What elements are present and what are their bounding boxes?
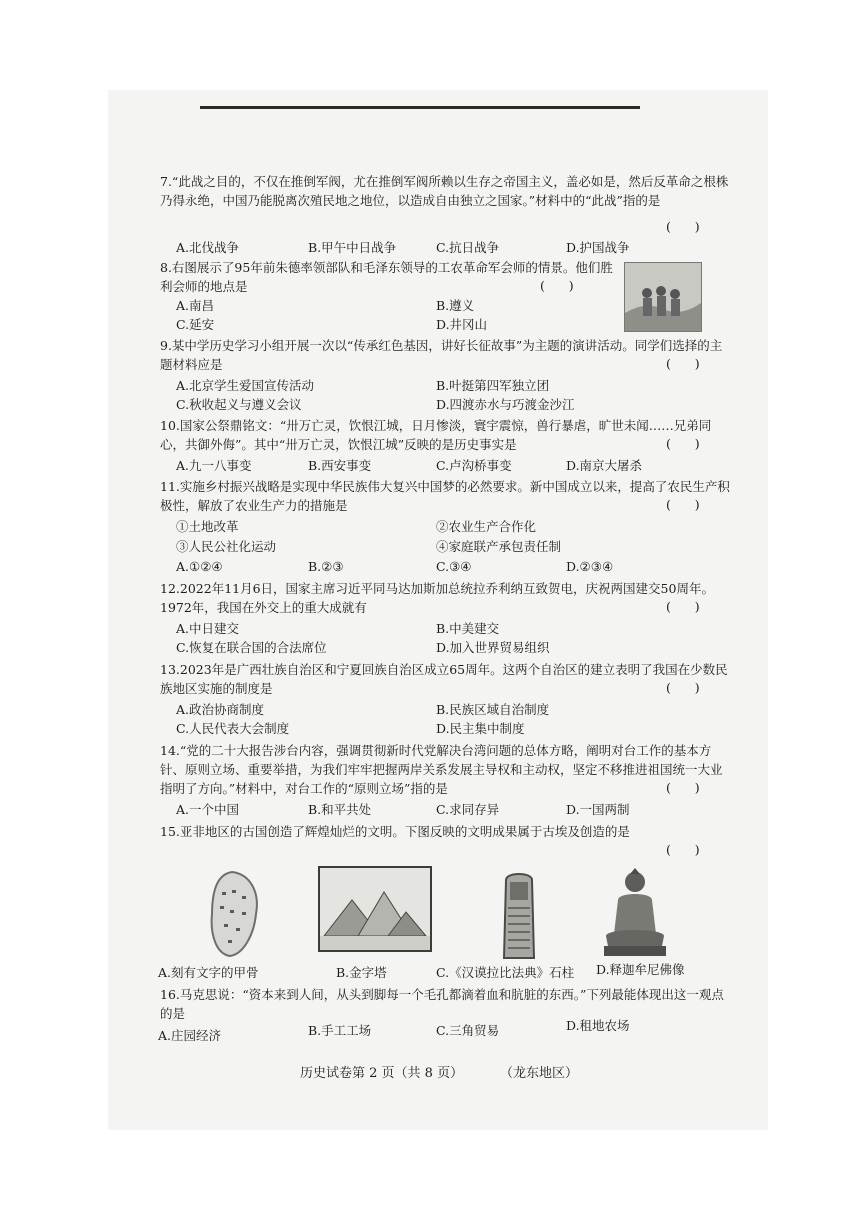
question-11-option-b: B.②③ <box>308 559 344 574</box>
question-7-option-b: B.甲午中日战争 <box>308 240 397 255</box>
hammurabi-stele-image <box>498 870 540 962</box>
question-12-answer-paren: ( ) <box>666 599 700 614</box>
page-number: 历史试卷第 2 页（共 8 页） <box>300 1066 464 1081</box>
question-10-option-a: A.九一八事变 <box>176 458 252 473</box>
top-rule <box>200 106 640 109</box>
question-14-stem: 14.“党的二十大报告涉台内容，强调贯彻新时代党解决台湾问题的总体方略，阐明对台工作的基本方针、原则立场、重要举措，为我们牢牢把握两岸关系发展主导权和主动权，坚定不移推进祖国统一大业指明了方向。”材料中，对台工作的“原则立场”指的是 <box>160 743 723 796</box>
question-8-option-a: A.南昌 <box>176 298 215 313</box>
question-7-answer-paren: ( ) <box>666 219 700 234</box>
question-14-option-a: A.一个中国 <box>176 802 240 817</box>
question-15-option-d: D.释迦牟尼佛像 <box>596 962 685 977</box>
question-15-option-c: C.《汉谟拉比法典》石柱 <box>436 965 575 980</box>
question-8-option-d: D.井冈山 <box>436 317 488 332</box>
region-label: （龙东地区） <box>500 1066 579 1081</box>
question-8-option-b: B.遵义 <box>436 298 475 313</box>
question-11-item-1: ①土地改革 <box>176 519 239 534</box>
question-14-option-c: C.求同存异 <box>436 802 500 817</box>
question-14-answer-paren: ( ) <box>666 780 700 795</box>
question-7-option-c: C.抗日战争 <box>436 240 500 255</box>
question-15-option-b: B.金字塔 <box>336 965 387 980</box>
question-9-option-b: B.叶挺第四军独立团 <box>436 378 550 393</box>
question-11-option-d: D.②③④ <box>566 559 614 574</box>
question-14-option-d: D.一国两制 <box>566 802 630 817</box>
question-12-option-d: D.加入世界贸易组织 <box>436 640 550 655</box>
question-11-option-a: A.①②④ <box>176 559 223 574</box>
question-13-option-c: C.人民代表大会制度 <box>176 721 290 736</box>
question-9-option-a: A.北京学生爱国宣传活动 <box>176 378 315 393</box>
question-11-item-3: ③人民公社化运动 <box>176 539 277 554</box>
question-10-option-c: C.卢沟桥事变 <box>436 458 512 473</box>
question-15-stem: 15.亚非地区的古国创造了辉煌灿烂的文明。下图反映的文明成果属于古埃及创造的是 <box>160 824 630 839</box>
question-11-stem: 11.实施乡村振兴战略是实现中华民族伟大复兴中国梦的必然要求。新中国成立以来，提高了农民生产积极性，解放了农业生产力的措施是 <box>160 479 730 513</box>
question-12-option-b: B.中美建交 <box>436 621 500 636</box>
question-15-option-a: A.刻有文字的甲骨 <box>158 965 259 980</box>
question-14-option-b: B.和平共处 <box>308 802 372 817</box>
question-7-option-d: D.护国战争 <box>566 240 630 255</box>
question-8-painting <box>624 262 702 332</box>
question-9-option-c: C.秋收起义与遵义会议 <box>176 397 302 412</box>
question-13-option-d: D.民主集中制度 <box>436 721 525 736</box>
question-11-item-4: ④家庭联产承包责任制 <box>436 539 562 554</box>
question-10-option-b: B.西安事变 <box>308 458 372 473</box>
question-11-option-c: C.③④ <box>436 559 472 574</box>
question-11-answer-paren: ( ) <box>666 497 700 512</box>
question-8-stem: 8.右图展示了95年前朱德率领部队和毛泽东领导的工农革命军会师的情景。他们胜利会师的地点是 <box>160 260 613 294</box>
question-16-option-a: A.庄园经济 <box>158 1028 222 1043</box>
question-15-answer-paren: ( ) <box>666 842 700 857</box>
question-12-option-a: A.中日建交 <box>176 621 240 636</box>
question-10-option-d: D.南京大屠杀 <box>566 458 643 473</box>
buddha-statue-image <box>600 864 670 960</box>
question-13-answer-paren: ( ) <box>666 680 700 695</box>
question-9-option-d: D.四渡赤水与巧渡金沙江 <box>436 397 575 412</box>
question-8-option-c: C.延安 <box>176 317 215 332</box>
question-13-option-b: B.民族区域自治制度 <box>436 702 550 717</box>
question-13-stem: 13.2023年是广西壮族自治区和宁夏回族自治区成立65周年。这两个自治区的建立表明了我国在少数民族地区实施的制度是 <box>160 662 728 696</box>
question-7-option-a: A.北伐战争 <box>176 240 240 255</box>
question-16-option-d: D.租地农场 <box>566 1018 630 1033</box>
question-7-stem: 7.“此战之目的，不仅在推倒军阀，尤在推倒军阀所赖以生存之帝国主义，盖必如是，然后反革命之根株乃得永绝，中国乃能脱离次殖民地之地位，以造成自由独立之国家。”材料中的“此战”指的是 <box>160 174 729 208</box>
oracle-bone-image <box>200 868 270 960</box>
question-16-stem: 16.马克思说：“资本来到人间，从头到脚每一个毛孔都滴着血和肮脏的东西。”下列最能体现出这一观点的是 <box>160 987 724 1021</box>
question-10-answer-paren: ( ) <box>666 436 700 451</box>
question-8-answer-paren: ( ) <box>540 278 574 293</box>
question-13-option-a: A.政治协商制度 <box>176 702 265 717</box>
question-16-option-c: C.三角贸易 <box>436 1023 500 1038</box>
question-12-stem: 12.2022年11月6日，国家主席习近平同马达加斯加总统拉乔利纳互致贺电，庆祝两国建交50周年。1972年，我国在外交上的重大成就有 <box>160 581 714 615</box>
pyramid-image <box>318 866 432 952</box>
question-11-item-2: ②农业生产合作化 <box>436 519 537 534</box>
question-12-option-c: C.恢复在联合国的合法席位 <box>176 640 327 655</box>
question-9-stem: 9.某中学历史学习小组开展一次以“传承红色基因，讲好长征故事”为主题的演讲活动。同学们选择的主题材料应是 <box>160 338 723 372</box>
question-16-option-b: B.手工工场 <box>308 1023 372 1038</box>
question-10-stem: 10.国家公祭鼎铭文：“卅万亡灵，饮恨江城，日月惨淡，寰宇震惊，兽行暴虐，旷世未闻……兄弟同心，共御外侮”。其中“卅万亡灵，饮恨江城”反映的是历史事实是 <box>160 418 712 452</box>
question-9-answer-paren: ( ) <box>666 356 700 371</box>
